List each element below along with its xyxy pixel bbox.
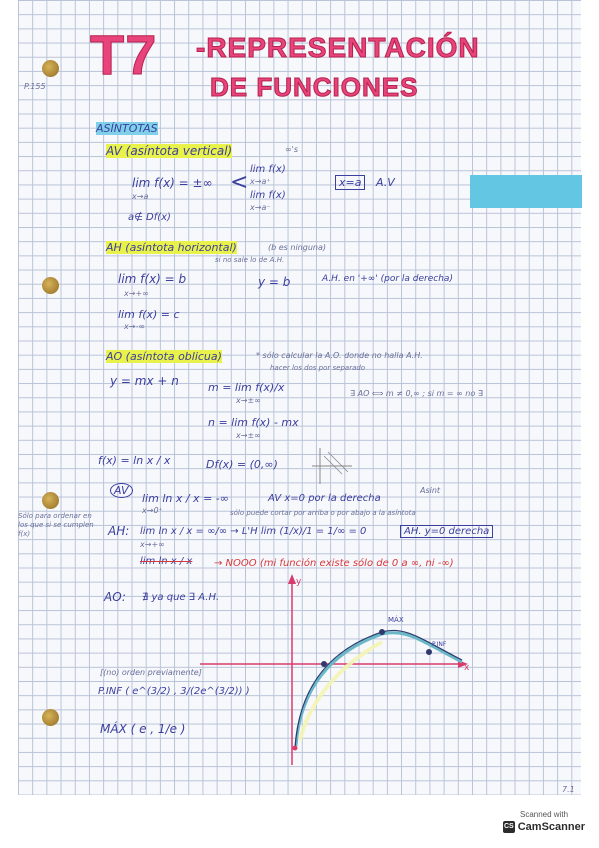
av-tag: AV <box>110 483 133 498</box>
ah-eq: y = b <box>258 275 291 289</box>
ah-heading: AH (asíntota horizontal) <box>106 241 237 254</box>
ah-lim2-sub: x→-∞ <box>124 322 145 331</box>
av-result: x=a <box>335 175 365 190</box>
title-line1: -REPRESENTACIÓN <box>196 32 480 63</box>
ao-n-sub: x→±∞ <box>236 431 261 440</box>
graph-x-label: x <box>464 663 470 673</box>
av-lim-sub: x→a <box>132 192 149 201</box>
av-lim: lim f(x) = ±∞ <box>132 176 213 190</box>
title-number: T7 <box>90 23 158 86</box>
example-av-lim: lim ln x / x = -∞ <box>142 492 229 505</box>
title-line2: DE FUNCIONES <box>210 72 419 102</box>
ah-lim-sub: x→+∞ <box>124 289 149 298</box>
notes-title: [(no) orden previamente] <box>100 668 202 677</box>
example-ah-result: AH. y=0 derecha <box>400 525 493 538</box>
av-heading: AV (asíntota vertical) <box>106 144 233 158</box>
pinf-point-marker <box>426 649 432 655</box>
ah-note: (b es ninguna) <box>268 243 326 252</box>
section-heading: ASÍNTOTAS <box>96 122 158 135</box>
ah-note2: si no sale lo de A.H. <box>215 256 285 264</box>
pinf-point: P.INF ( e^(3/2) , 3/(2e^(3/2)) ) <box>98 686 250 697</box>
ah-desc: A.H. en '+∞' (por la derecha) <box>322 274 453 284</box>
ao-note2: hacer los dos por separado <box>270 364 366 372</box>
nooo-note: → NOOO (mi función existe sólo de 0 a ∞, ni -∞) <box>214 558 454 569</box>
ao-note: * sólo calcular la A.O. donde no halla A.H. <box>256 351 423 360</box>
side-note: Sólo para ordenar en los que si se cumplen f(x) <box>18 512 94 538</box>
av-note: ∞'s <box>285 145 299 154</box>
highlight-band <box>470 175 582 208</box>
y-axis-arrow-icon <box>288 574 296 584</box>
av-side1-sub: x→a⁺ <box>250 177 271 186</box>
page-ref: P.155 <box>24 82 46 91</box>
example-ah-lim-sub: x→+∞ <box>140 540 165 549</box>
ao-eq: y = mx + n <box>110 374 179 388</box>
binder-hole <box>42 277 59 294</box>
example-av-lim-sub: x→0⁺ <box>142 506 163 515</box>
av-side2-sub: x→a⁻ <box>250 203 271 212</box>
scanner-watermark <box>503 810 585 840</box>
graph-max-label: MÁX <box>388 616 404 624</box>
start-point <box>293 746 298 751</box>
max-point-marker <box>379 629 385 635</box>
ah-tag: AH: <box>108 524 130 538</box>
ah-lim2: lim f(x) = c <box>118 308 180 321</box>
graph-y-label: y <box>296 577 302 587</box>
example-av-result: AV x=0 por la derecha <box>268 493 381 504</box>
scanned-with-text: Scanned with <box>519 810 569 819</box>
binder-hole <box>42 60 59 77</box>
av-side1: lim f(x) <box>250 164 286 175</box>
ao-m: m = lim f(x)/x <box>208 381 285 394</box>
function-graph <box>200 570 480 770</box>
example-domain: Df(x) = (0,∞) <box>206 458 278 471</box>
example-ao-result: ∄ ya que ∃ A.H. <box>142 592 220 603</box>
max-point: MÁX ( e , 1/e ) <box>100 722 186 736</box>
graph-pinf-label: P.INF <box>432 641 447 648</box>
curve-highlight <box>296 633 462 746</box>
ao-m-sub: x→±∞ <box>236 396 261 405</box>
ao-tag: AO: <box>104 590 126 604</box>
page-number: 7.1 <box>562 785 575 794</box>
example-ah-lim: lim ln x / x = ∞/∞ → L'H lim (1/x)/1 = 1/∞ = 0 <box>140 526 367 537</box>
av-domain: a∉ Df(x) <box>128 212 171 223</box>
ao-n: n = lim f(x) - mx <box>208 416 299 429</box>
domain-sketch-icon <box>312 446 352 486</box>
struck-limit: lim ln x / x <box>140 556 193 567</box>
root-point <box>321 661 327 667</box>
ao-heading: AO (asíntota oblicua) <box>106 350 222 363</box>
av-side2: lim f(x) <box>250 190 286 201</box>
example-function: f(x) = ln x / x <box>98 454 171 467</box>
av-result-label: A.V <box>376 176 395 189</box>
ah-lim: lim f(x) = b <box>118 272 187 286</box>
camscanner-logo-icon: CS <box>503 821 515 833</box>
ao-cond: ∃ AO ⟺ m ≠ 0,∞ ; si m = ∞ no ∃ <box>350 389 483 398</box>
example-av-tag2: Asint <box>420 486 441 495</box>
binder-hole <box>42 709 59 726</box>
camscanner-name: CamScanner <box>517 821 585 833</box>
binder-hole <box>42 492 59 509</box>
brace-icon: < <box>230 170 249 195</box>
example-ah-note: sólo puede cortar por arriba o por abajo a la asíntota <box>230 509 416 517</box>
